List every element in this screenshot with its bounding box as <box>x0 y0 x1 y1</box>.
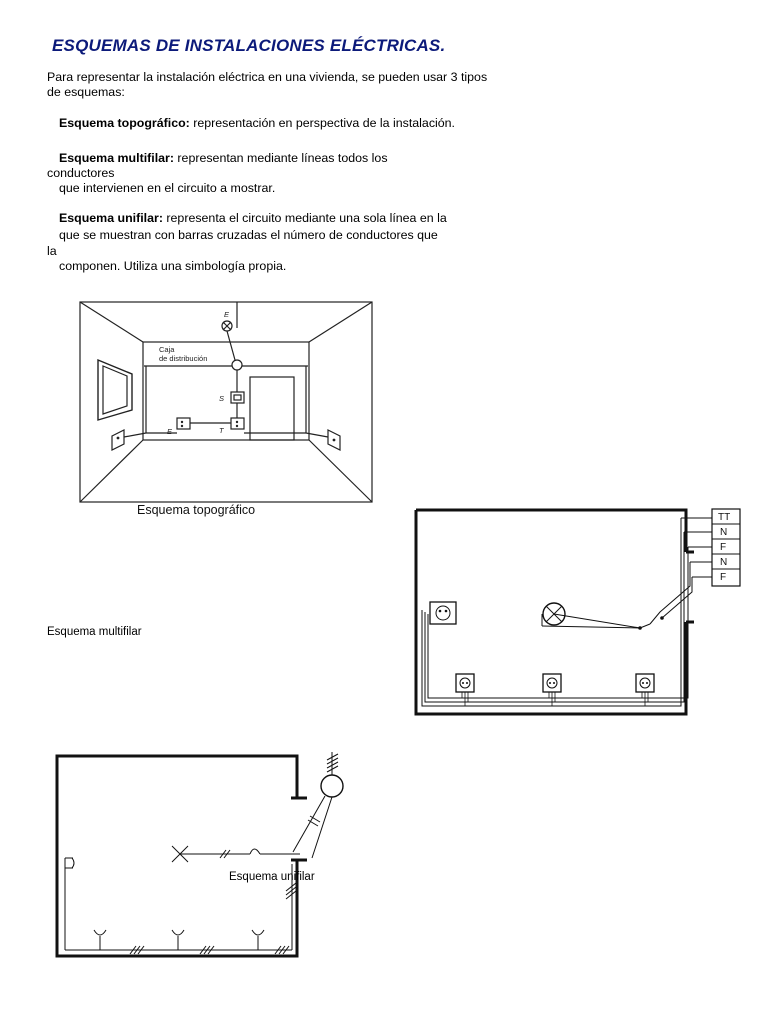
multifilar-text-1: representan mediante líneas todos los <box>173 151 388 165</box>
multifilar-term: Esquema multifilar: <box>59 151 174 165</box>
topografico-diagram <box>70 298 380 524</box>
topografico-term: Esquema topográfico: <box>59 116 190 130</box>
unifilar-caption: Esquema unifilar <box>229 871 315 883</box>
multifilar-line-2: conductores <box>47 166 115 180</box>
multifilar-line-3: que intervienen en el circuito a mostrar. <box>59 181 276 195</box>
unifilar-line-4: componen. Utiliza una simbología propia. <box>59 259 287 273</box>
unifilar-diagram <box>50 746 360 964</box>
label-e1: E <box>224 310 230 319</box>
intro-line-2: de esquemas: <box>47 85 125 99</box>
label-de-distribucion: de distribución <box>159 354 208 363</box>
label-caja: Caja <box>159 345 175 354</box>
topografico-text: representación en perspectiva de la instalación. <box>189 116 455 130</box>
label-ec: E <box>167 427 173 436</box>
multifilar-caption: Esquema multifilar <box>47 626 142 638</box>
unifilar-paragraph <box>59 211 447 226</box>
multifilar-paragraph <box>59 151 388 166</box>
label-s1: S <box>219 394 225 403</box>
topografico-caption: Esquema topográfico <box>137 503 256 517</box>
unifilar-line-3: la <box>47 244 57 258</box>
terminal-n1: N <box>720 527 728 538</box>
terminal-tt: TT <box>718 512 731 523</box>
topografico-paragraph <box>59 116 455 131</box>
terminal-n2: N <box>720 557 728 568</box>
page-title: ESQUEMAS DE INSTALACIONES ELÉCTRICAS. <box>52 36 446 55</box>
unifilar-line-2: que se muestran con barras cruzadas el número de conductores que <box>59 228 438 242</box>
terminal-f2: F <box>720 572 727 583</box>
unifilar-text-1: representa el circuito mediante una sola línea en la <box>162 211 447 225</box>
label-tc: T <box>219 426 224 435</box>
intro-line-1: Para representar la instalación eléctrica en una vivienda, se pueden usar 3 tipos <box>47 70 488 84</box>
terminal-f1: F <box>720 542 727 553</box>
unifilar-term: Esquema unifilar: <box>59 211 163 225</box>
multifilar-diagram <box>414 506 744 720</box>
